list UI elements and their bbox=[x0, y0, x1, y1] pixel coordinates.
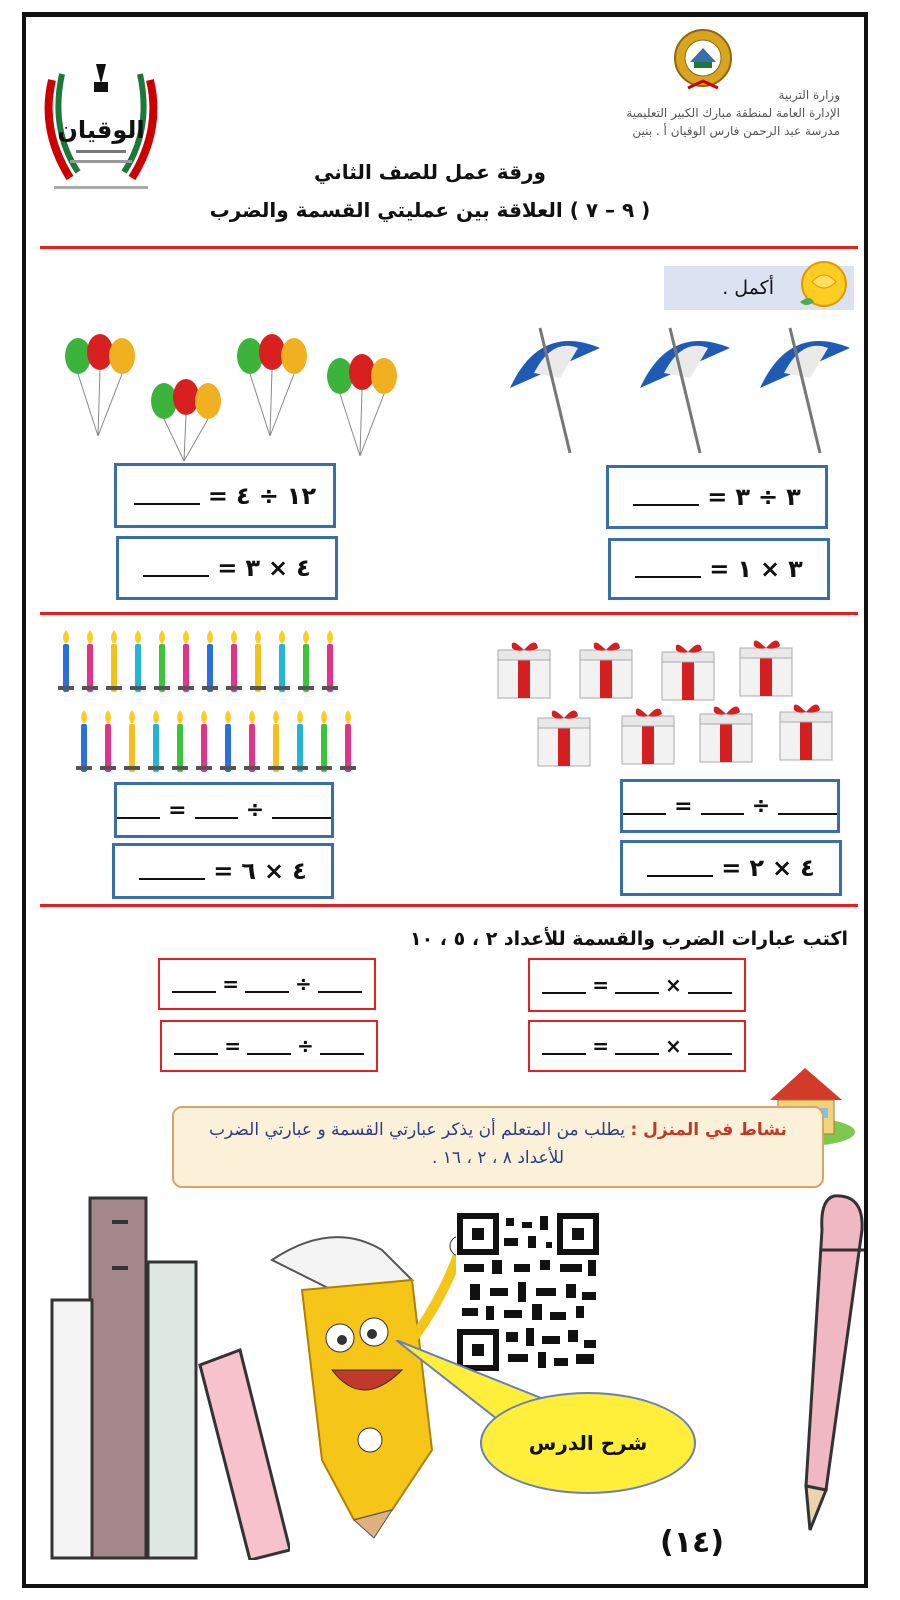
answer-blank[interactable] bbox=[320, 1037, 364, 1055]
equals-sign: = bbox=[207, 481, 229, 510]
balloon-group-icon bbox=[65, 334, 135, 436]
operand-a: ٣ bbox=[786, 483, 801, 511]
gifts-illustration bbox=[496, 636, 840, 772]
answer-blank[interactable] bbox=[272, 801, 331, 819]
books-illustration bbox=[50, 1190, 290, 1560]
answer-blank[interactable] bbox=[139, 862, 205, 880]
lesson-title: ( ٩ – ٧ ) العلاقة بين عمليتي القسمة والضرب bbox=[209, 198, 651, 222]
candle-icon bbox=[178, 630, 194, 692]
answer-blank[interactable] bbox=[542, 976, 586, 994]
umbrella-icon bbox=[640, 328, 730, 453]
answer-blank[interactable] bbox=[647, 859, 713, 877]
equals-sign: = bbox=[217, 554, 238, 582]
umbrella-multiplication-box bbox=[608, 538, 830, 600]
multiplication-sign: × bbox=[268, 554, 289, 582]
home-activity-text: يطلب من المتعلم أن يذكر عبارتي القسمة و عبارتي الضرب للأعداد ٨ ، ٢ ، ١٦ . bbox=[209, 1120, 626, 1168]
operand-b: ٤ bbox=[236, 481, 251, 510]
equals-sign: = bbox=[592, 1034, 609, 1058]
division-sign: ÷ bbox=[258, 481, 279, 510]
balloon-division-box bbox=[114, 463, 336, 528]
candle-icon bbox=[148, 710, 164, 772]
school-logo bbox=[40, 60, 162, 198]
multiplication-statement-box bbox=[528, 958, 746, 1012]
multiplication-sign: × bbox=[772, 854, 793, 882]
operand-b: ١ bbox=[737, 555, 752, 583]
answer-blank[interactable] bbox=[778, 797, 837, 815]
candle-icon bbox=[100, 710, 116, 772]
ministry-label: وزارة التربية bbox=[778, 88, 840, 102]
instruction-complete-text: أكمل . bbox=[722, 277, 774, 299]
balloons-illustration bbox=[58, 326, 404, 466]
operand-b: ٦ bbox=[241, 857, 256, 885]
division-sign: ÷ bbox=[245, 797, 265, 823]
operand-a: ١٢ bbox=[286, 481, 317, 510]
answer-blank[interactable] bbox=[615, 976, 659, 994]
candle-icon bbox=[196, 710, 212, 772]
answer-blank[interactable] bbox=[688, 1037, 732, 1055]
candle-icon bbox=[124, 710, 140, 772]
umbrella-division-box bbox=[606, 465, 828, 529]
divider-line bbox=[40, 904, 858, 907]
answer-blank[interactable] bbox=[143, 559, 209, 577]
answer-blank[interactable] bbox=[623, 797, 666, 815]
candle-icon bbox=[172, 710, 188, 772]
home-activity-note bbox=[172, 1106, 824, 1188]
division-sign: ÷ bbox=[758, 483, 779, 511]
answer-blank[interactable] bbox=[174, 1037, 218, 1055]
equals-sign: = bbox=[707, 483, 728, 511]
answer-blank[interactable] bbox=[633, 488, 699, 506]
equals-sign: = bbox=[224, 1034, 241, 1058]
gift-icon bbox=[700, 706, 752, 762]
balloon-group-icon bbox=[327, 354, 397, 456]
balloon-multiplication-box bbox=[116, 536, 338, 600]
equals-sign: = bbox=[709, 555, 730, 583]
answer-blank[interactable] bbox=[117, 801, 160, 819]
rose-icon bbox=[792, 258, 858, 312]
operand-b: ٣ bbox=[245, 554, 260, 582]
multiplication-sign: × bbox=[264, 857, 285, 885]
candle-icon bbox=[76, 710, 92, 772]
candle-icon bbox=[244, 710, 260, 772]
operand-b: ٣ bbox=[735, 483, 750, 511]
equals-sign: = bbox=[168, 797, 187, 823]
candle-icon bbox=[274, 630, 290, 692]
gift-icon bbox=[498, 642, 550, 698]
candle-icon bbox=[322, 630, 338, 692]
multiplication-statement-box bbox=[528, 1020, 746, 1072]
candle-icon bbox=[226, 630, 242, 692]
answer-blank[interactable] bbox=[542, 1037, 586, 1055]
page-number: (١٤) bbox=[660, 1525, 725, 1560]
multiplication-sign: × bbox=[665, 1034, 682, 1058]
gift-multiplication-box bbox=[620, 840, 842, 896]
candle-multiplication-box bbox=[112, 843, 334, 899]
answer-blank[interactable] bbox=[688, 976, 732, 994]
operand-a: ٤ bbox=[296, 554, 311, 582]
candle-icon bbox=[250, 630, 266, 692]
candle-division-box bbox=[114, 782, 334, 838]
district-label: الإدارة العامة لمنطقة مبارك الكبير التعليمية bbox=[626, 106, 840, 120]
candle-icon bbox=[268, 710, 284, 772]
equals-sign: = bbox=[592, 973, 609, 997]
school-label: مدرسة عبد الرحمن فارس الوقيان أ . بنين bbox=[632, 124, 840, 138]
bubble-text: شرح الدرس bbox=[528, 1431, 648, 1455]
division-statement-box bbox=[158, 958, 376, 1010]
answer-blank[interactable] bbox=[247, 1037, 291, 1055]
candle-icon bbox=[316, 710, 332, 772]
umbrella-icon bbox=[760, 328, 850, 453]
candle-icon bbox=[220, 710, 236, 772]
candle-icon bbox=[58, 630, 74, 692]
umbrellas-illustration bbox=[500, 318, 860, 458]
worksheet-title: ورقة عمل للصف الثاني bbox=[314, 160, 546, 184]
answer-blank[interactable] bbox=[195, 801, 238, 819]
candle-icon bbox=[106, 630, 122, 692]
section3-instruction: اكتب عبارات الضرب والقسمة للأعداد ٢ ، ٥ ، ١٠ bbox=[409, 928, 848, 950]
pencil-icon bbox=[786, 1190, 868, 1540]
gift-icon bbox=[780, 704, 832, 760]
gift-icon bbox=[580, 642, 632, 698]
equals-sign: = bbox=[721, 854, 742, 882]
home-activity-label: نشاط في المنزل : bbox=[630, 1120, 787, 1140]
divider-line bbox=[40, 246, 858, 249]
division-statement-box bbox=[160, 1020, 378, 1072]
answer-blank[interactable] bbox=[635, 560, 701, 578]
candle-icon bbox=[292, 710, 308, 772]
answer-blank[interactable] bbox=[134, 487, 200, 505]
answer-blank[interactable] bbox=[318, 975, 362, 993]
multiplication-sign: × bbox=[760, 555, 781, 583]
equals-sign: = bbox=[213, 857, 234, 885]
operand-a: ٣ bbox=[788, 555, 803, 583]
operand-b: ٢ bbox=[749, 854, 764, 882]
gift-icon bbox=[740, 640, 792, 696]
equals-sign: = bbox=[222, 972, 239, 996]
balloon-group-icon bbox=[151, 379, 221, 461]
header-text-block bbox=[560, 86, 840, 140]
candle-icon bbox=[154, 630, 170, 692]
division-sign: ÷ bbox=[751, 793, 771, 819]
balloon-group-icon bbox=[237, 334, 307, 436]
umbrella-icon bbox=[510, 328, 600, 453]
lesson-explanation-bubble[interactable] bbox=[480, 1392, 696, 1494]
answer-blank[interactable] bbox=[245, 975, 289, 993]
multiplication-sign: × bbox=[665, 973, 682, 997]
division-sign: ÷ bbox=[297, 1034, 314, 1058]
logo-text: الوقيان bbox=[57, 116, 145, 144]
operand-a: ٤ bbox=[800, 854, 815, 882]
division-sign: ÷ bbox=[295, 972, 312, 996]
answer-blank[interactable] bbox=[172, 975, 216, 993]
gift-division-box bbox=[620, 779, 840, 833]
operand-a: ٤ bbox=[292, 857, 307, 885]
candle-icon bbox=[202, 630, 218, 692]
answer-blank[interactable] bbox=[701, 797, 744, 815]
gift-icon bbox=[662, 644, 714, 700]
candle-icon bbox=[130, 630, 146, 692]
candle-icon bbox=[298, 630, 314, 692]
candles-illustration bbox=[56, 630, 362, 786]
equals-sign: = bbox=[674, 793, 693, 819]
gift-icon bbox=[622, 708, 674, 764]
candle-icon bbox=[340, 710, 356, 772]
candle-icon bbox=[82, 630, 98, 692]
gift-icon bbox=[538, 710, 590, 766]
answer-blank[interactable] bbox=[615, 1037, 659, 1055]
divider-line bbox=[40, 612, 858, 615]
